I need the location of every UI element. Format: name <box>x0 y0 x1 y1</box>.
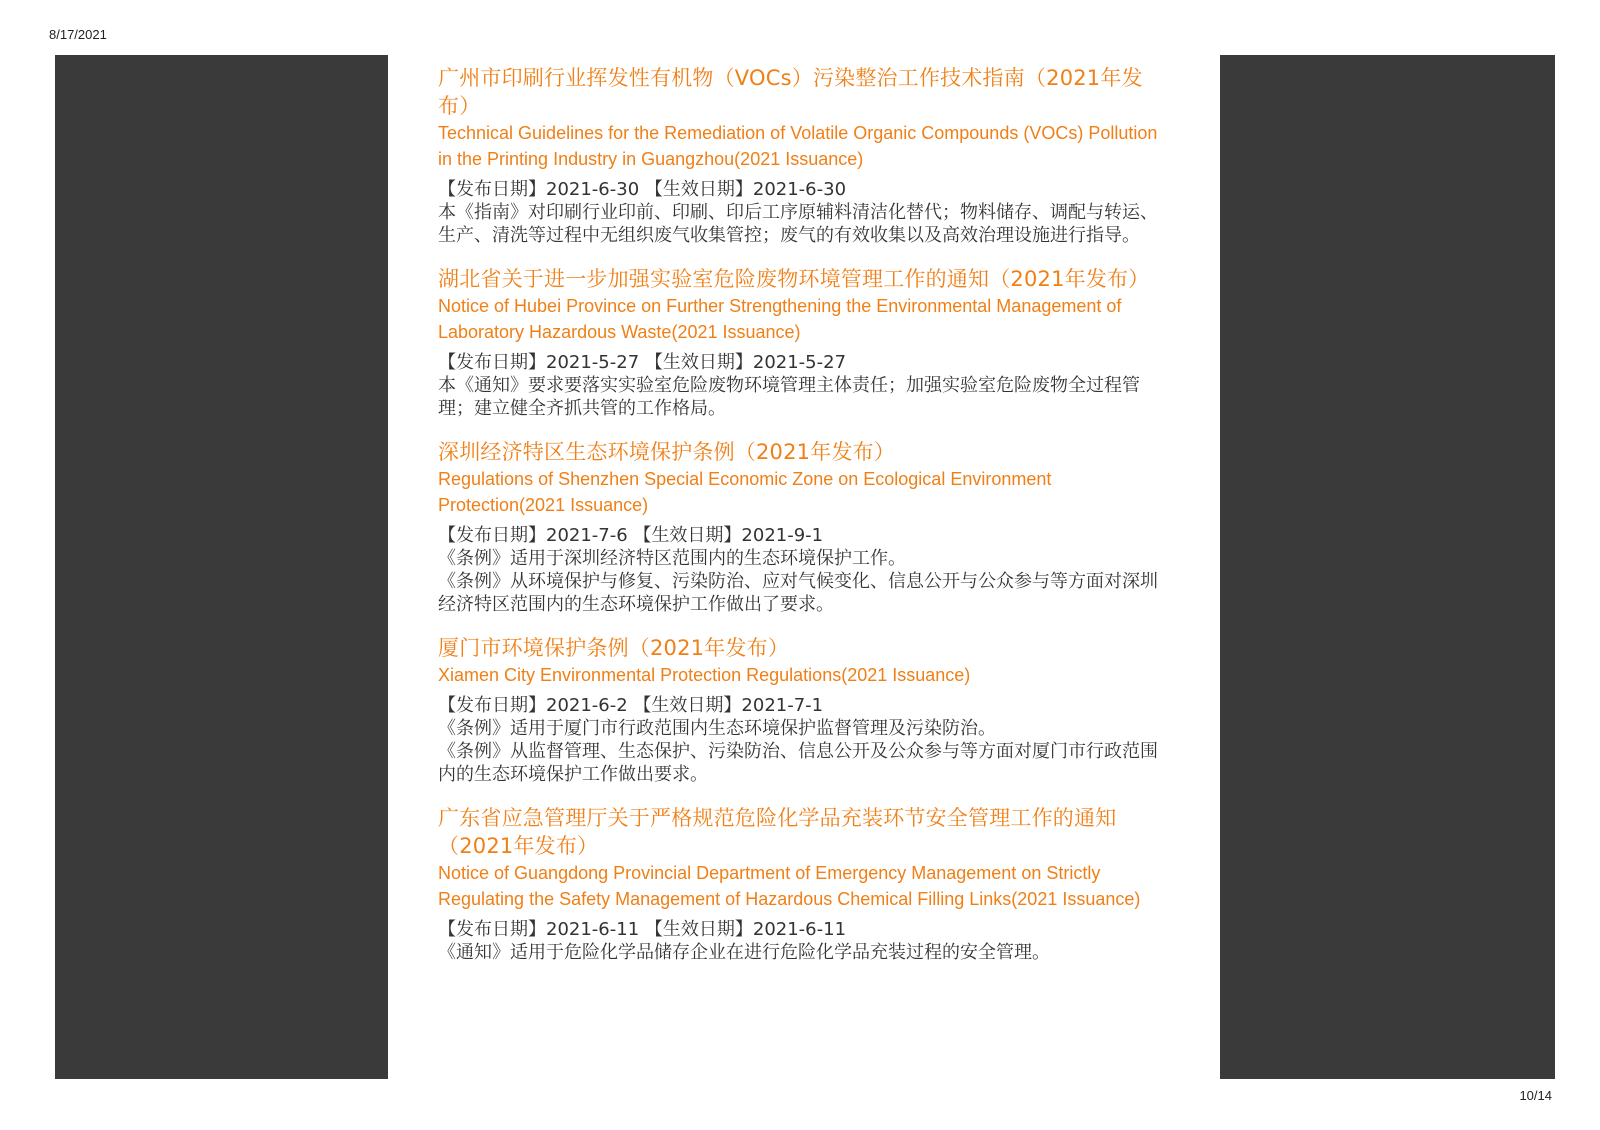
entry-title-en[interactable]: Technical Guidelines for the Remediation of Volatile Organic Compounds (VOCs) Pollution in the Printing Industry in Guangzhou(2021 Issuance) <box>438 123 1158 169</box>
entry-description: 《条例》从监督管理、生态保护、污染防治、信息公开及公众参与等方面对厦门市行政范围内的生态环境保护工作做出要求。 <box>438 741 1158 785</box>
regulation-entry <box>438 64 1164 247</box>
entry-description: 本《通知》要求要落实实验室危险废物环境管理主体责任；加强实验室危险废物全过程管理；建立健全齐抓共管的工作格局。 <box>438 375 1140 419</box>
entry-dates: 【发布日期】2021-7-6 【生效日期】2021-9-1 <box>438 525 824 546</box>
entry-description: 本《指南》对印刷行业印前、印刷、印后工序原辅料清洁化替代；物料储存、调配与转运、生产、清洗等过程中无组织废气收集管控；废气的有效收集以及高效治理设施进行指导。 <box>438 202 1158 246</box>
regulation-entry <box>438 265 1164 420</box>
entry-title-cn[interactable]: 广东省应急管理厅关于严格规范危险化学品充装环节安全管理工作的通知（2021年发布） <box>438 806 1117 858</box>
entry-title-en[interactable]: Xiamen City Environmental Protection Regulations(2021 Issuance) <box>438 665 971 685</box>
entry-dates: 【发布日期】2021-6-11 【生效日期】2021-6-11 <box>438 919 847 940</box>
entry-title-en[interactable]: Regulations of Shenzhen Special Economic Zone on Ecological Environment Protection(2021 Issuance) <box>438 469 1052 515</box>
regulation-entry <box>438 634 1164 786</box>
left-dark-panel <box>55 55 388 1079</box>
entry-description: 《通知》适用于危险化学品储存企业在进行危险化学品充装过程的安全管理。 <box>438 942 1050 963</box>
entry-description: 《条例》适用于厦门市行政范围内生态环境保护监督管理及污染防治。 <box>438 718 996 739</box>
entry-title-cn[interactable]: 厦门市环境保护条例（2021年发布） <box>438 636 790 660</box>
entry-title-en[interactable]: Notice of Hubei Province on Further Strengthening the Environmental Management of Laboratory Hazardous Waste(2021 Issuance) <box>438 296 1122 342</box>
entry-dates: 【发布日期】2021-6-30 【生效日期】2021-6-30 <box>438 179 847 200</box>
entry-title-cn[interactable]: 广州市印刷行业挥发性有机物（VOCs）污染整治工作技术指南（2021年发布） <box>438 66 1143 118</box>
entry-dates: 【发布日期】2021-6-2 【生效日期】2021-7-1 <box>438 695 824 716</box>
entry-title-cn[interactable]: 湖北省关于进一步加强实验室危险废物环境管理工作的通知（2021年发布） <box>438 267 1150 291</box>
regulation-entry <box>438 804 1164 964</box>
right-dark-panel <box>1220 55 1555 1079</box>
entry-title-en[interactable]: Notice of Guangdong Provincial Department of Emergency Management on Strictly Regulating the Safety Management of Hazardous Chemical Filling Links(2021 Issuance) <box>438 863 1141 909</box>
entry-description: 《条例》适用于深圳经济特区范围内的生态环境保护工作。 <box>438 548 906 569</box>
regulation-entry <box>438 438 1164 616</box>
regulations-list <box>438 64 1164 982</box>
entry-dates: 【发布日期】2021-5-27 【生效日期】2021-5-27 <box>438 352 847 373</box>
page-number: 10/14 <box>1519 1088 1552 1103</box>
entry-description: 《条例》从环境保护与修复、污染防治、应对气候变化、信息公开与公众参与等方面对深圳经济特区范围内的生态环境保护工作做出了要求。 <box>438 571 1158 615</box>
print-date: 8/17/2021 <box>49 27 107 42</box>
entry-title-cn[interactable]: 深圳经济特区生态环境保护条例（2021年发布） <box>438 440 896 464</box>
